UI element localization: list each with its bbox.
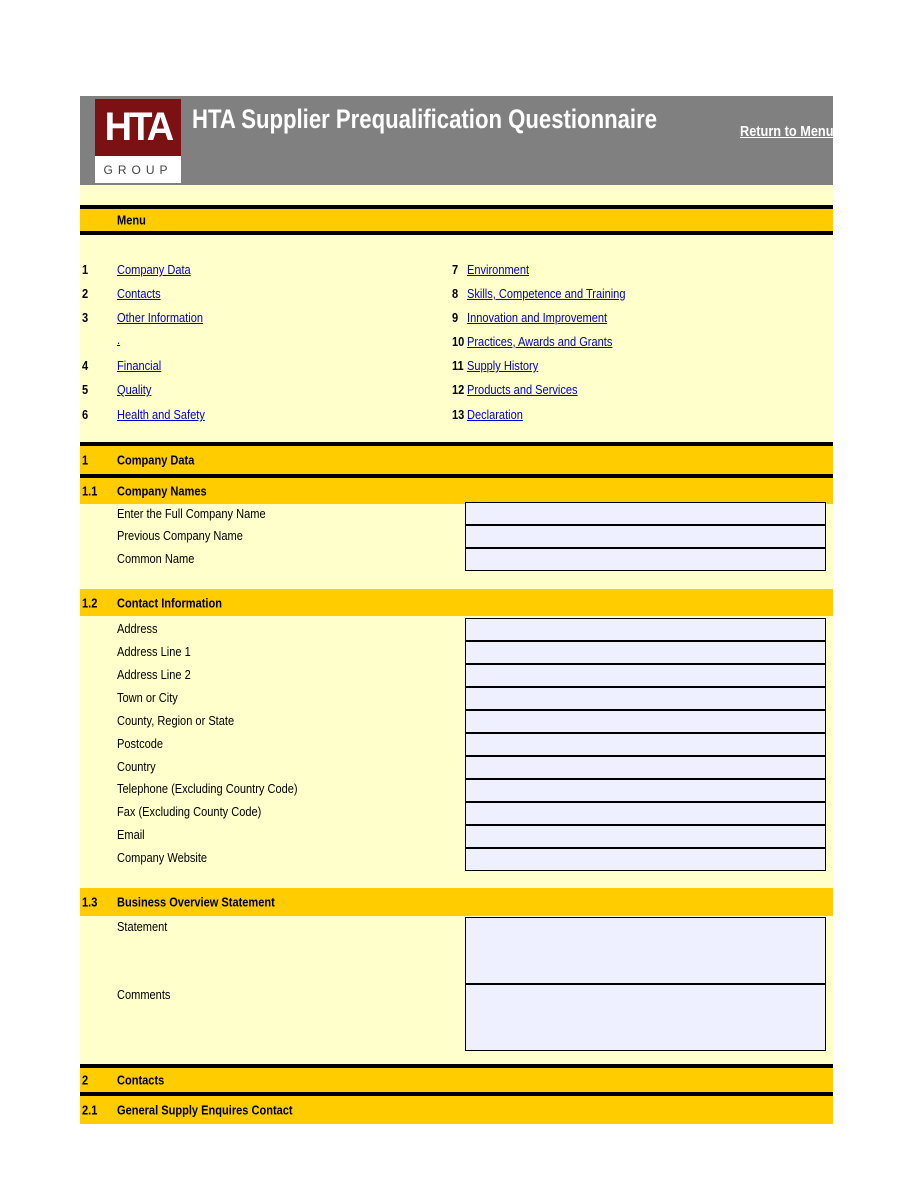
menu-num: 8	[452, 286, 459, 301]
section-title: Company Data	[117, 452, 195, 468]
common-name-input[interactable]	[465, 548, 826, 571]
section-band	[80, 1064, 833, 1096]
menu-num: 5	[82, 382, 89, 397]
comments-textarea[interactable]	[465, 984, 826, 1051]
field-label: Town or City	[117, 690, 178, 705]
field-label: County, Region or State	[117, 713, 235, 728]
address-line-1-input[interactable]	[465, 641, 826, 664]
menu-heading-band	[80, 205, 833, 235]
menu-num: 6	[82, 407, 89, 422]
previous-company-name-input[interactable]	[465, 525, 826, 548]
fax-input[interactable]	[465, 802, 826, 825]
field-label: Company Website	[117, 850, 208, 865]
field-label: Comments	[117, 987, 171, 1002]
field-label: Telephone (Excluding Country Code)	[117, 781, 298, 796]
menu-num: 4	[82, 358, 89, 373]
telephone-input[interactable]	[465, 779, 826, 802]
section-number: 2	[82, 1072, 89, 1088]
section-title: Contacts	[117, 1072, 165, 1088]
section-number: 1	[82, 452, 89, 468]
field-label: Common Name	[117, 551, 195, 566]
statement-textarea[interactable]	[465, 917, 826, 984]
subsection-band	[80, 888, 833, 916]
menu-link-declaration[interactable]: Declaration	[467, 407, 523, 422]
menu-num: 2	[82, 286, 89, 301]
field-label: Enter the Full Company Name	[117, 506, 266, 521]
menu-link-company-data[interactable]: Company Data	[117, 262, 191, 277]
subsection-title: General Supply Enquires Contact	[117, 1102, 293, 1118]
section-band	[80, 442, 833, 478]
subsection-title: Company Names	[117, 483, 207, 499]
logo-text: HTA	[104, 105, 172, 149]
county-region-state-input[interactable]	[465, 710, 826, 733]
field-label: Email	[117, 827, 145, 842]
town-or-city-input[interactable]	[465, 687, 826, 710]
menu-num: 11	[452, 358, 464, 373]
subsection-band	[80, 589, 833, 616]
menu-num: 3	[82, 310, 89, 325]
menu-num: 7	[452, 262, 459, 277]
subsection-title: Business Overview Statement	[117, 894, 275, 910]
field-label: Address Line 2	[117, 667, 191, 682]
menu-link-practices[interactable]: Practices, Awards and Grants	[467, 334, 613, 349]
field-label: Address	[117, 621, 158, 636]
field-label: Previous Company Name	[117, 528, 243, 543]
postcode-input[interactable]	[465, 733, 826, 756]
menu-num: 13	[452, 407, 465, 422]
menu-num: 1	[82, 262, 89, 277]
questionnaire-sheet	[80, 96, 833, 1124]
email-input[interactable]	[465, 825, 826, 848]
menu-num: 9	[452, 310, 459, 325]
field-label: Country	[117, 759, 156, 774]
subsection-band	[80, 1096, 833, 1124]
menu-link-contacts[interactable]: Contacts	[117, 286, 161, 301]
field-label: Statement	[117, 919, 168, 934]
return-to-menu-link[interactable]: Return to Menu	[740, 123, 833, 140]
subsection-band	[80, 478, 833, 504]
menu-num: 10	[452, 334, 465, 349]
menu-link-supply-history[interactable]: Supply History	[467, 358, 539, 373]
logo-subtext: GROUP	[103, 163, 173, 177]
header-bar	[80, 96, 833, 185]
subsection-number: 1.3	[82, 894, 98, 910]
menu-link-health-and-safety[interactable]: Health and Safety	[117, 407, 205, 422]
subsection-number: 1.1	[82, 483, 98, 499]
country-input[interactable]	[465, 756, 826, 779]
menu-link-innovation[interactable]: Innovation and Improvement	[467, 310, 608, 325]
subsection-title: Contact Information	[117, 595, 222, 610]
menu-link-skills[interactable]: Skills, Competence and Training	[467, 286, 626, 301]
page-title: HTA Supplier Prequalification Questionnaire	[192, 104, 658, 134]
address-line-2-input[interactable]	[465, 664, 826, 687]
menu-link-blank[interactable]: .	[117, 332, 121, 347]
menu-link-products[interactable]: Products and Services	[467, 382, 578, 397]
menu-heading: Menu	[117, 212, 146, 228]
address-input[interactable]	[465, 618, 826, 641]
full-company-name-input[interactable]	[465, 502, 826, 525]
subsection-number: 2.1	[82, 1102, 98, 1118]
menu-link-financial[interactable]: Financial	[117, 358, 162, 373]
menu-num: 12	[452, 382, 465, 397]
menu-link-quality[interactable]: Quality	[117, 382, 152, 397]
field-label: Postcode	[117, 736, 164, 751]
company-website-input[interactable]	[465, 848, 826, 871]
menu-link-other-information[interactable]: Other Information	[117, 310, 203, 325]
field-label: Fax (Excluding County Code)	[117, 804, 262, 819]
hta-logo	[95, 99, 181, 183]
field-label: Address Line 1	[117, 644, 191, 659]
subsection-number: 1.2	[82, 595, 98, 610]
menu-link-environment[interactable]: Environment	[467, 262, 530, 277]
